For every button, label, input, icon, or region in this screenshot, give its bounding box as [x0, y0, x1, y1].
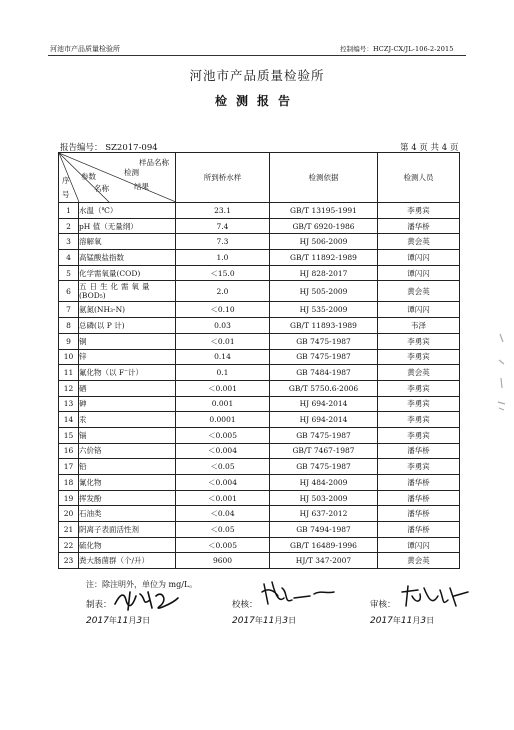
- checked-label: 校核：: [232, 600, 258, 610]
- row-number: 7: [59, 302, 79, 318]
- header-seq-a: 序: [62, 176, 70, 185]
- header-param: 参数: [81, 172, 96, 181]
- test-basis: GB/T 13195-1991: [270, 203, 378, 219]
- result-value: 0.0001: [176, 412, 270, 428]
- parameter-name: 砷: [79, 396, 176, 412]
- row-number: 6: [59, 281, 79, 302]
- result-value: 9600: [176, 553, 270, 569]
- header-org-name: 河池市产品质量检验所: [50, 45, 120, 53]
- row-number: 22: [59, 537, 79, 553]
- scan-edge-marks: [496, 330, 508, 420]
- parameter-name: 铅: [79, 459, 176, 475]
- result-value: 0.1: [176, 365, 270, 381]
- tester-name: 李勇宾: [378, 459, 460, 475]
- table-row: [59, 475, 460, 491]
- header-person: 检测人员: [378, 153, 460, 203]
- test-basis: HJ 637-2012: [270, 506, 378, 522]
- prepared-date-day-unit: 日: [142, 616, 151, 625]
- parameter-name: 高锰酸盐指数: [79, 250, 176, 266]
- parameter-name: 硒: [79, 380, 176, 396]
- tester-name: 谭闪闪: [378, 302, 460, 318]
- table-row: [59, 396, 460, 412]
- row-number: 2: [59, 218, 79, 234]
- prepared-date: [86, 615, 150, 626]
- reviewed-date-month-unit: 月: [412, 616, 421, 625]
- table-row: [59, 427, 460, 443]
- table-row: [59, 281, 460, 302]
- test-basis: HJ/T 347-2007: [270, 553, 378, 569]
- parameter-name: 硫化物: [79, 537, 176, 553]
- checked-date-day-unit: 日: [288, 616, 297, 625]
- result-value: ＜0.005: [176, 427, 270, 443]
- test-basis: GB/T 5750.6-2006: [270, 380, 378, 396]
- results-table: [58, 152, 460, 569]
- table-row: [59, 234, 460, 250]
- tester-name: 李勇宾: [378, 412, 460, 428]
- result-value: ＜0.05: [176, 459, 270, 475]
- table-row: [59, 380, 460, 396]
- prepared-date-year-unit: 年: [108, 616, 117, 625]
- row-number: 13: [59, 396, 79, 412]
- table-row: [59, 250, 460, 266]
- report-number: 报告编号： SZ2017-094: [60, 143, 158, 153]
- prepared-date-day: 3: [136, 616, 143, 626]
- test-basis: HJ 503-2009: [270, 490, 378, 506]
- result-value: 0.001: [176, 396, 270, 412]
- test-basis: GB 7484-1987: [270, 365, 378, 381]
- row-number: 16: [59, 443, 79, 459]
- row-number: 8: [59, 318, 79, 334]
- table-row: [59, 443, 460, 459]
- parameter-name: [79, 281, 176, 302]
- row-number: 9: [59, 333, 79, 349]
- test-basis: GB/T 6920-1986: [270, 218, 378, 234]
- checked-signature: [258, 578, 338, 612]
- parameter-name: pH 值（无量纲）: [79, 218, 176, 234]
- row-number: 12: [59, 380, 79, 396]
- reviewed-date-year-unit: 年: [392, 616, 401, 625]
- parameter-name: 氟化物（以 F⁻计）: [79, 365, 176, 381]
- reviewed-date-year: 2017: [370, 616, 393, 626]
- prepared-label: 制表：: [86, 600, 112, 610]
- parameter-name: 溶解氧: [79, 234, 176, 250]
- tester-name: 潘华桥: [378, 218, 460, 234]
- tester-name: 潘华桥: [378, 443, 460, 459]
- result-value: 0.14: [176, 349, 270, 365]
- org-title: 河池市产品质量检验所: [189, 68, 325, 83]
- tester-name: 李勇宾: [378, 333, 460, 349]
- parameter-name: 氨氮(NH₃-N): [79, 302, 176, 318]
- result-value: ＜0.005: [176, 537, 270, 553]
- reviewed-date-day-unit: 日: [426, 616, 435, 625]
- prepared-date-month-unit: 月: [128, 616, 137, 625]
- parameter-name: 石油类: [79, 506, 176, 522]
- tester-name: 黄会英: [378, 553, 460, 569]
- result-value: 23.1: [176, 203, 270, 219]
- row-number: 20: [59, 506, 79, 522]
- tester-name: 黄会英: [378, 365, 460, 381]
- parameter-name: 镉: [79, 427, 176, 443]
- row-number: 3: [59, 234, 79, 250]
- result-value: ＜0.05: [176, 522, 270, 538]
- result-value: ＜0.004: [176, 443, 270, 459]
- table-row: [59, 365, 460, 381]
- test-basis: HJ 694-2014: [270, 412, 378, 428]
- tester-name: 李勇宾: [378, 203, 460, 219]
- test-basis: GB/T 11892-1989: [270, 250, 378, 266]
- tester-name: 李勇宾: [378, 380, 460, 396]
- row-number: 11: [59, 365, 79, 381]
- test-basis: HJ 535-2009: [270, 302, 378, 318]
- row-number: 17: [59, 459, 79, 475]
- tester-name: 李勇宾: [378, 427, 460, 443]
- header-basis: 检测依据: [270, 153, 378, 203]
- control-number: 控制编号：HCZJ-CX/JL-106-2-2015: [340, 45, 454, 53]
- table-row: [59, 537, 460, 553]
- table-row: [59, 459, 460, 475]
- result-value: 2.0: [176, 281, 270, 302]
- page-number: 第 4 页 共 4 页: [400, 143, 459, 153]
- tester-name: 潘华桥: [378, 506, 460, 522]
- reviewed-date-month: 11: [400, 616, 413, 626]
- checked-date-year-unit: 年: [254, 616, 263, 625]
- row-number: 14: [59, 412, 79, 428]
- parameter-name: 汞: [79, 412, 176, 428]
- result-value: ＜0.10: [176, 302, 270, 318]
- checked-date-day: 3: [282, 616, 289, 626]
- tester-name: 潘华桥: [378, 475, 460, 491]
- test-basis: HJ 828-2017: [270, 265, 378, 281]
- parameter-name: 锌: [79, 349, 176, 365]
- test-basis: HJ 694-2014: [270, 396, 378, 412]
- test-basis: GB 7475-1987: [270, 427, 378, 443]
- parameter-name: 氰化物: [79, 475, 176, 491]
- parameter-name: 粪大肠菌群（个/升）: [79, 553, 176, 569]
- header-result: 结果: [134, 182, 149, 191]
- parameter-name-line2: (BOD₅): [79, 291, 106, 301]
- diagonal-header-cell: [59, 153, 176, 203]
- test-basis: GB 7494-1987: [270, 522, 378, 538]
- table-row: [59, 302, 460, 318]
- row-number: 1: [59, 203, 79, 219]
- parameter-name: 阴离子表面活性剂: [79, 522, 176, 538]
- row-number: 21: [59, 522, 79, 538]
- tester-name: 谭闪闪: [378, 265, 460, 281]
- reviewed-date: [370, 615, 434, 626]
- header-name: 名称: [94, 184, 109, 193]
- table-row: [59, 333, 460, 349]
- table-row: [59, 265, 460, 281]
- table-row: [59, 506, 460, 522]
- prepared-date-year: 2017: [86, 616, 109, 626]
- unit-note: 注：除注明外，单位为 mg/L。: [86, 580, 198, 589]
- parameter-name: 六价铬: [79, 443, 176, 459]
- result-value: 0.03: [176, 318, 270, 334]
- row-number: 10: [59, 349, 79, 365]
- row-number: 19: [59, 490, 79, 506]
- parameter-name: 铜: [79, 333, 176, 349]
- reviewed-date-day: 3: [420, 616, 427, 626]
- row-number: 18: [59, 475, 79, 491]
- result-value: ＜0.004: [176, 475, 270, 491]
- parameter-name: 水温（℃）: [79, 203, 176, 219]
- result-value: ＜0.04: [176, 506, 270, 522]
- header-water-sample: 所到桥水样: [176, 153, 270, 203]
- tester-name: 潘华桥: [378, 522, 460, 538]
- prepared-signature: [112, 586, 182, 614]
- result-value: ＜15.0: [176, 265, 270, 281]
- result-value: 7.3: [176, 234, 270, 250]
- table-row: [59, 412, 460, 428]
- parameter-name: 总磷(以 P 计): [79, 318, 176, 334]
- test-basis: GB/T 7467-1987: [270, 443, 378, 459]
- tester-name: 谭闪闪: [378, 537, 460, 553]
- table-row: [59, 349, 460, 365]
- table-row: [59, 218, 460, 234]
- tester-name: 李勇宾: [378, 349, 460, 365]
- checked-date: [232, 615, 296, 626]
- checked-date-year: 2017: [232, 616, 255, 626]
- test-basis: HJ 484-2009: [270, 475, 378, 491]
- test-basis: GB 7475-1987: [270, 333, 378, 349]
- parameter-name-line1: 五日生化需氧量: [79, 282, 153, 292]
- table-row: [59, 490, 460, 506]
- result-value: ＜0.001: [176, 490, 270, 506]
- checked-date-month: 11: [262, 616, 275, 626]
- tester-name: 潘华桥: [378, 490, 460, 506]
- table-row: [59, 522, 460, 538]
- prepared-date-month: 11: [116, 616, 129, 626]
- test-basis: GB 7475-1987: [270, 349, 378, 365]
- row-number: 15: [59, 427, 79, 443]
- tester-name: 韦泽: [378, 318, 460, 334]
- tester-name: 黄会英: [378, 234, 460, 250]
- test-basis: GB 7475-1987: [270, 459, 378, 475]
- result-value: 7.4: [176, 218, 270, 234]
- header-detect: 检测: [124, 168, 139, 177]
- header-rule: [48, 55, 466, 56]
- parameter-name: 化学需氧量(COD): [79, 265, 176, 281]
- tester-name: 谭闪闪: [378, 250, 460, 266]
- row-number: 4: [59, 250, 79, 266]
- result-value: ＜0.001: [176, 380, 270, 396]
- result-value: ＜0.01: [176, 333, 270, 349]
- row-number: 5: [59, 265, 79, 281]
- header-seq-b: 号: [62, 190, 70, 199]
- result-value: 1.0: [176, 250, 270, 266]
- row-number: 23: [59, 553, 79, 569]
- reviewed-signature: [398, 582, 472, 612]
- reviewed-label: 审核：: [370, 600, 396, 610]
- document-title: 检测报告: [214, 94, 299, 108]
- table-row: [59, 553, 460, 569]
- tester-name: 李勇宾: [378, 396, 460, 412]
- table-row: [59, 203, 460, 219]
- test-basis: GB/T 11893-1989: [270, 318, 378, 334]
- table-row: [59, 318, 460, 334]
- test-basis: GB/T 16489-1996: [270, 537, 378, 553]
- test-basis: HJ 506-2009: [270, 234, 378, 250]
- table-header-row: [59, 153, 460, 203]
- checked-date-month-unit: 月: [274, 616, 283, 625]
- tester-name: 黄会英: [378, 281, 460, 302]
- test-basis: HJ 505-2009: [270, 281, 378, 302]
- parameter-name: 挥发酚: [79, 490, 176, 506]
- header-sample-name: 样品名称: [139, 158, 169, 167]
